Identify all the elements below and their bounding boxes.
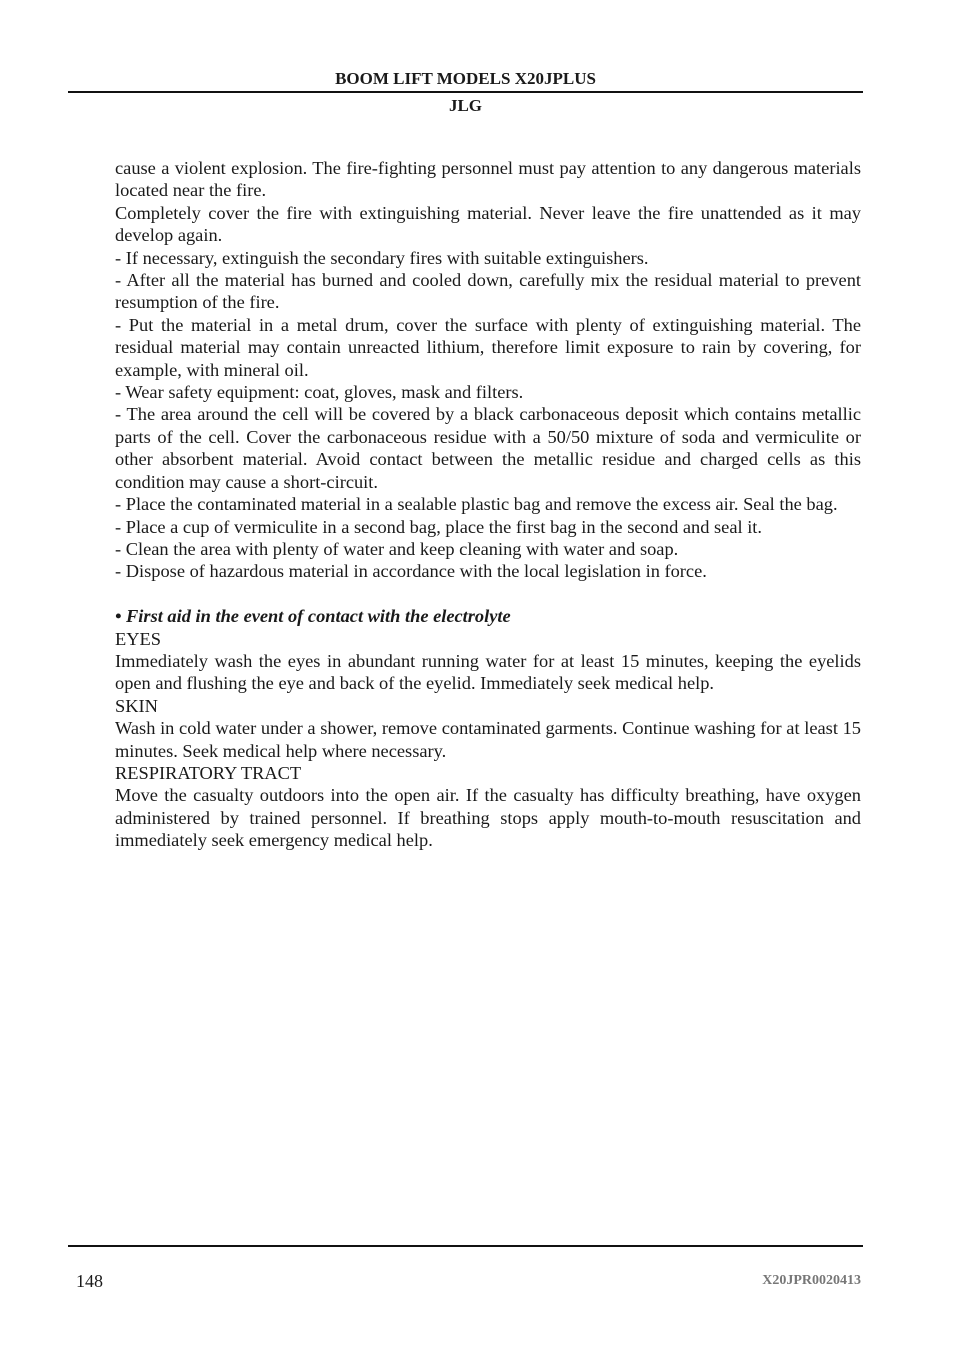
paragraph: cause a violent explosion. The fire-fighting personnel must pay attention to any dangerous materials located near the fire.	[115, 158, 861, 201]
paragraph: - After all the material has burned and cooled down, carefully mix the residual material to prevent resumption of the fire.	[115, 270, 861, 313]
paragraph: - Place the contaminated material in a sealable plastic bag and remove the excess air. Seal the bag.	[115, 494, 838, 515]
page-number: 148	[76, 1271, 103, 1291]
paragraph: Completely cover the fire with extinguishing material. Never leave the fire unattended as it may develop again.	[115, 202, 861, 246]
skin-text: Wash in cold water under a shower, remove contaminated garments. Continue washing for at least 15 minutes. Seek medical help where necessary.	[115, 718, 861, 761]
spacer	[115, 583, 861, 605]
paragraph: - Place a cup of vermiculite in a second bag, place the first bag in the second and seal it.	[115, 516, 763, 537]
header-brand: JLG	[448, 96, 483, 115]
first-aid-heading: • First aid in the event of contact with the electrolyte	[115, 606, 511, 627]
skin-label: SKIN	[115, 695, 158, 716]
header-rule	[68, 91, 863, 93]
paragraph: - The area around the cell will be covered by a black carbonaceous deposit which contains metallic parts of the cell. Cover the carbonaceous residue with a 50/50 mixture of soda and vermiculite or other absorbent material. Avoid contact between the metallic residue and charged cells as this condition may cause a short-circuit.	[115, 404, 861, 492]
paragraph: - If necessary, extinguish the secondary fires with suitable extinguishers.	[115, 247, 649, 268]
paragraph: - Wear safety equipment: coat, gloves, mask and filters.	[115, 382, 524, 403]
body-text	[115, 157, 861, 852]
paragraph: - Dispose of hazardous material in accordance with the local legislation in force.	[115, 561, 707, 582]
respiratory-label: RESPIRATORY TRACT	[115, 762, 302, 783]
eyes-text: Immediately wash the eyes in abundant running water for at least 15 minutes, keeping the eyelids open and flushing the eye and back of the eyelid. Immediately seek medical help.	[115, 650, 861, 694]
paragraph: - Put the material in a metal drum, cover the surface with plenty of extinguishing material. The residual material may contain unreacted lithium, therefore limit exposure to rain by covering, for example, with mineral oil.	[115, 314, 861, 380]
document-code: X20JPR0020413	[762, 1273, 861, 1288]
footer-rule	[68, 1245, 863, 1247]
respiratory-text: Move the casualty outdoors into the open air. If the casualty has difficulty breathing, have oxygen administered by trained personnel. If breathing stops apply mouth-to-mouth resuscitation and immediately seek emergency medical help.	[115, 785, 861, 851]
header-title: BOOM LIFT MODELS X20JPLUS	[335, 69, 596, 88]
eyes-label: EYES	[115, 628, 161, 649]
paragraph: - Clean the area with plenty of water and keep cleaning with water and soap.	[115, 538, 679, 559]
